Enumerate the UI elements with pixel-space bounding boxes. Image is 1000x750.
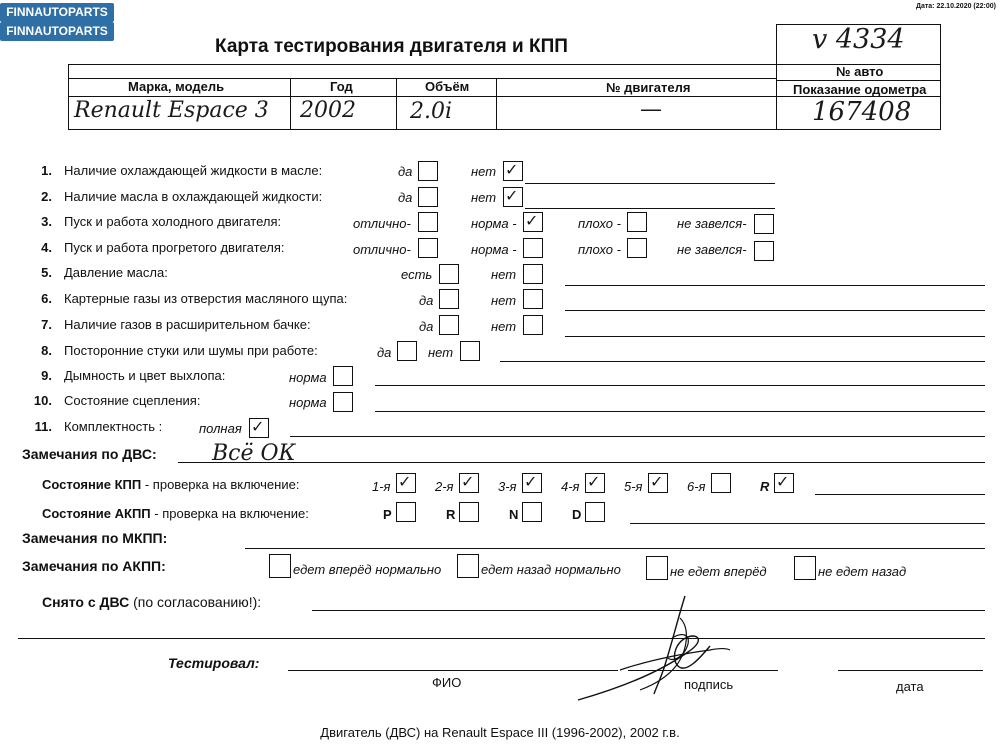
check-mark-icon: ✓ bbox=[587, 472, 601, 491]
remarks-dvs-label: Замечания по ДВС: bbox=[22, 446, 157, 462]
opt-normal-label: норма - bbox=[471, 216, 517, 231]
item4-not-started-checkbox[interactable] bbox=[754, 241, 774, 261]
page-title: Карта тестирования двигателя и КПП bbox=[215, 36, 568, 57]
gear-label: 1-я bbox=[372, 479, 391, 494]
akpp-no-forward-checkbox[interactable] bbox=[646, 556, 668, 580]
item-number: 3. bbox=[41, 214, 52, 229]
mode-d-checkbox[interactable] bbox=[585, 502, 605, 522]
item2-yes-checkbox[interactable] bbox=[418, 187, 438, 207]
table-divider bbox=[396, 78, 397, 130]
gear-label: 5-я bbox=[624, 479, 643, 494]
opt-yes-label: да bbox=[398, 164, 413, 179]
akpp-option-label: не едет назад bbox=[818, 564, 907, 579]
fill-line bbox=[18, 638, 985, 639]
item6-no-checkbox[interactable] bbox=[523, 289, 543, 309]
opt-no-label: нет bbox=[491, 293, 517, 308]
item-number: 1. bbox=[41, 163, 52, 178]
fio-label: ФИО bbox=[432, 675, 462, 690]
date-stamp: Дата: 22.10.2020 (22:00) bbox=[915, 3, 996, 10]
check-mark-icon: ✓ bbox=[461, 472, 475, 491]
item1-yes-checkbox[interactable] bbox=[418, 161, 438, 181]
item-label: Пуск и работа прогретого двигателя: bbox=[64, 240, 285, 255]
item4-bad-checkbox[interactable] bbox=[627, 238, 647, 258]
item5-present-checkbox[interactable] bbox=[439, 264, 459, 284]
mode-label: D bbox=[572, 507, 582, 522]
fill-line bbox=[565, 310, 985, 311]
item-label: Состояние сцепления: bbox=[64, 393, 201, 408]
remarks-mkpp-label: Замечания по МКПП: bbox=[22, 530, 168, 546]
fill-line bbox=[630, 523, 985, 524]
item-label: Дымность и цвет выхлопа: bbox=[64, 368, 226, 383]
item-label: Пуск и работа холодного двигателя: bbox=[64, 214, 282, 229]
mode-label: R bbox=[446, 507, 456, 522]
opt-no-label: нет bbox=[428, 345, 454, 360]
kpp-title bbox=[42, 477, 299, 492]
check-mark-icon: ✓ bbox=[525, 211, 539, 230]
fill-line bbox=[525, 183, 775, 184]
item-number: 9. bbox=[41, 368, 52, 383]
item10-normal-checkbox[interactable] bbox=[333, 392, 353, 412]
table-divider bbox=[776, 64, 777, 130]
header-engine-number: № двигателя bbox=[606, 80, 691, 95]
watermark-logo: FINNAUTOPARTS bbox=[0, 22, 114, 41]
check-mark-icon: ✓ bbox=[251, 417, 265, 436]
akpp-reverse-ok-checkbox[interactable] bbox=[457, 554, 479, 578]
item3-excellent-checkbox[interactable] bbox=[418, 212, 438, 232]
item-label: Комплектность : bbox=[64, 419, 163, 434]
watermark-logo: FINNAUTOPARTS bbox=[0, 3, 114, 22]
fill-line bbox=[500, 361, 985, 362]
kpp-title-bold: Состояние КПП bbox=[42, 477, 142, 492]
item5-no-checkbox[interactable] bbox=[523, 264, 543, 284]
akpp-no-reverse-checkbox[interactable] bbox=[794, 556, 816, 580]
opt-bad-label: плохо - bbox=[578, 242, 621, 257]
gear-label: 6-я bbox=[687, 479, 706, 494]
fill-line bbox=[245, 548, 985, 549]
check-mark-icon: ✓ bbox=[505, 160, 519, 179]
item7-no-checkbox[interactable] bbox=[523, 315, 543, 335]
signature-label: подпись bbox=[684, 677, 734, 692]
check-mark-icon: ✓ bbox=[505, 186, 519, 205]
item-label: Картерные газы из отверстия масляного щупа: bbox=[64, 291, 348, 306]
opt-yes-label: да bbox=[419, 293, 434, 308]
opt-no-label: нет bbox=[471, 164, 497, 179]
remarks-akpp-label: Замечания по АКПП: bbox=[22, 558, 166, 574]
opt-normal-label: норма bbox=[289, 370, 327, 385]
date-line bbox=[838, 670, 983, 671]
removed-label bbox=[42, 594, 261, 610]
item-label: Наличие охлаждающей жидкости в масле: bbox=[64, 163, 323, 178]
item-label: Наличие газов в расширительном бачке: bbox=[64, 317, 311, 332]
table-divider bbox=[290, 78, 291, 130]
remarks-dvs-handwritten: Всё ОК bbox=[212, 441, 296, 466]
fill-line bbox=[525, 208, 775, 209]
header-year: Год bbox=[330, 79, 353, 94]
table-divider bbox=[776, 80, 941, 81]
opt-full-label: полная bbox=[199, 421, 242, 436]
volume-value: 2.0i bbox=[410, 99, 453, 124]
gear-label: 2-я bbox=[435, 479, 454, 494]
mode-n-checkbox[interactable] bbox=[522, 502, 542, 522]
item4-excellent-checkbox[interactable] bbox=[418, 238, 438, 258]
gear-6-checkbox[interactable] bbox=[711, 473, 731, 493]
opt-normal-label: норма bbox=[289, 395, 327, 410]
item-number: 6. bbox=[41, 291, 52, 306]
item-number: 11. bbox=[34, 419, 52, 434]
year-value: 2002 bbox=[300, 98, 356, 123]
date-label: дата bbox=[896, 679, 924, 694]
opt-excellent-label: отлично- bbox=[353, 242, 411, 257]
item-label: Посторонние стуки или шумы при работе: bbox=[64, 343, 318, 358]
engine-number-value: — bbox=[640, 97, 662, 122]
opt-yes-label: да bbox=[419, 319, 434, 334]
opt-not-started-label: не завелся- bbox=[677, 242, 747, 257]
opt-yes-label: да bbox=[377, 345, 392, 360]
mode-label: N bbox=[509, 507, 519, 522]
fill-line bbox=[815, 494, 985, 495]
opt-not-started-label: не завелся- bbox=[677, 216, 747, 231]
mode-r-checkbox[interactable] bbox=[459, 502, 479, 522]
opt-yes-label: да bbox=[398, 190, 413, 205]
fill-line bbox=[178, 462, 985, 463]
akpp-forward-ok-checkbox[interactable] bbox=[269, 554, 291, 578]
auto-number-handwritten: v 4334 bbox=[812, 24, 905, 55]
item-number: 8. bbox=[41, 343, 52, 358]
akpp-option-label: едет назад нормально bbox=[481, 562, 621, 577]
opt-no-label: нет bbox=[471, 190, 497, 205]
item8-no-checkbox[interactable] bbox=[460, 341, 480, 361]
header-auto-number: № авто bbox=[836, 64, 884, 79]
check-mark-icon: ✓ bbox=[524, 472, 538, 491]
fill-line bbox=[565, 336, 985, 337]
table-divider bbox=[496, 78, 497, 130]
akpp-title-rest: - проверка на включение: bbox=[150, 506, 309, 521]
akpp-option-label: не едет вперёд bbox=[670, 564, 767, 579]
kpp-title-rest: - проверка на включение: bbox=[141, 477, 300, 492]
check-mark-icon: ✓ bbox=[776, 472, 790, 491]
header-odometer: Показание одометра bbox=[793, 82, 927, 97]
item-label: Наличие масла в охлаждающей жидкости: bbox=[64, 189, 323, 204]
item3-not-started-checkbox[interactable] bbox=[754, 214, 774, 234]
item-number: 4. bbox=[41, 240, 52, 255]
header-brand-model: Марка, модель bbox=[128, 79, 225, 94]
fill-line bbox=[375, 385, 985, 386]
item-number: 2. bbox=[41, 189, 52, 204]
handwritten-signature bbox=[560, 588, 760, 708]
akpp-option-label: едет вперёд нормально bbox=[293, 562, 442, 577]
opt-present-label: есть bbox=[401, 267, 433, 282]
mode-label: P bbox=[383, 507, 392, 522]
brand-model-value: Renault Espace 3 bbox=[74, 98, 269, 123]
opt-no-label: нет bbox=[491, 267, 517, 282]
item8-yes-checkbox[interactable] bbox=[397, 341, 417, 361]
item3-bad-checkbox[interactable] bbox=[627, 212, 647, 232]
mode-p-checkbox[interactable] bbox=[396, 502, 416, 522]
removed-label-rest: (по согласованию!): bbox=[129, 594, 262, 610]
item-number: 10. bbox=[33, 393, 52, 408]
gear-label: R bbox=[760, 479, 770, 494]
check-mark-icon: ✓ bbox=[398, 472, 412, 491]
item6-yes-checkbox[interactable] bbox=[439, 289, 459, 309]
opt-no-label: нет bbox=[491, 319, 517, 334]
fill-line bbox=[290, 436, 985, 437]
removed-label-bold: Снято с ДВС bbox=[42, 594, 130, 610]
gear-label: 4-я bbox=[561, 479, 580, 494]
item-label: Давление масла: bbox=[64, 265, 168, 280]
opt-bad-label: плохо - bbox=[578, 216, 621, 231]
tested-label: Тестировал: bbox=[168, 655, 260, 671]
check-mark-icon: ✓ bbox=[650, 472, 664, 491]
akpp-title-bold: Состояние АКПП bbox=[42, 506, 151, 521]
item4-normal-checkbox[interactable] bbox=[523, 238, 543, 258]
gear-label: 3-я bbox=[498, 479, 517, 494]
odometer-value: 167408 bbox=[812, 97, 912, 127]
opt-excellent-label: отлично- bbox=[353, 216, 411, 231]
item-number: 5. bbox=[41, 265, 52, 280]
fill-line bbox=[565, 285, 985, 286]
akpp-title bbox=[42, 506, 309, 521]
opt-normal-label: норма - bbox=[471, 242, 517, 257]
header-volume: Объём bbox=[425, 79, 470, 94]
fill-line bbox=[375, 411, 985, 412]
item-number: 7. bbox=[41, 317, 52, 332]
item7-yes-checkbox[interactable] bbox=[439, 315, 459, 335]
item9-normal-checkbox[interactable] bbox=[333, 366, 353, 386]
image-caption: Двигатель (ДВС) на Renault Espace III (1996-2002), 2002 г.в. bbox=[320, 725, 680, 740]
